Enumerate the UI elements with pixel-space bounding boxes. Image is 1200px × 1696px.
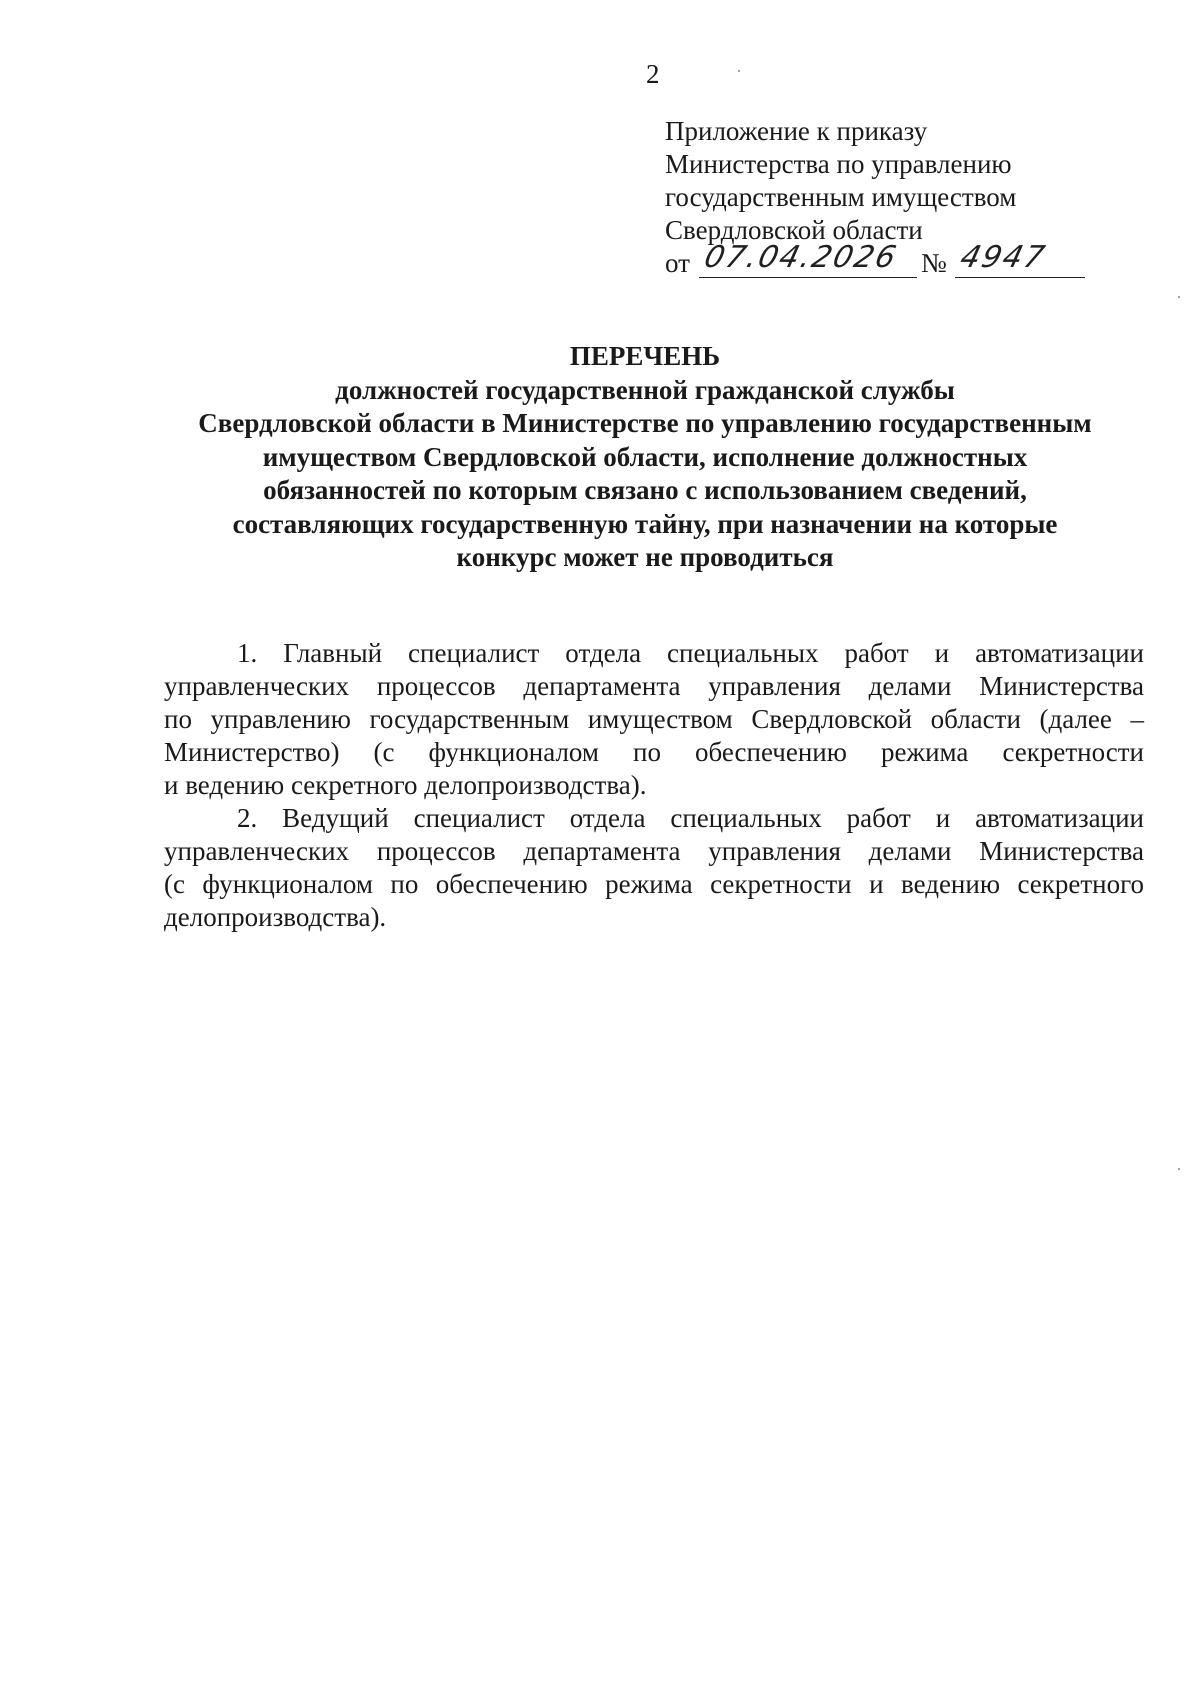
appendix-line: Свердловской области [665, 215, 923, 245]
appendix-line: государственным имуществом [665, 182, 1017, 212]
appendix-line: Приложение к приказу [665, 116, 928, 146]
list-item [164, 637, 1144, 802]
list-item-line: делопроизводства). [164, 902, 387, 932]
date-field [699, 240, 917, 278]
number-field [955, 240, 1085, 278]
appendix-date-number-line [665, 240, 1135, 280]
scan-speck [1178, 1168, 1180, 1170]
list-item-line: управленческих процессов департамента управления делами Министерства [164, 836, 1144, 866]
appendix-line: Министерства по управлению [665, 149, 1012, 179]
positions-list [164, 637, 1144, 934]
title-line: конкурс может не проводиться [456, 542, 834, 572]
list-item [164, 802, 1144, 934]
title-line: должностей государственной гражданской службы [335, 374, 955, 405]
list-item-line: 2. Ведущий специалист отдела специальных работ и автоматизации [237, 803, 1144, 833]
handwritten-number: 4947 [956, 240, 1050, 275]
title-line: обязанностей по которым связано с использованием сведений, [263, 475, 1027, 505]
title-line: составляющих государственную тайну, при назначении на которые [232, 508, 1058, 539]
list-item-line: по управлению государственным имуществом Свердловской области (далее – [164, 704, 1144, 734]
scan-speck [1178, 296, 1180, 298]
list-item-line: и ведению секретного делопроизводства). [164, 770, 647, 800]
title-heading: ПЕРЕЧЕНЬ [569, 341, 721, 371]
list-item-line: Министерство) (с функционалом по обеспечению режима секретности [164, 737, 1144, 767]
title-line: Свердловской области в Министерстве по управлению государственным [198, 408, 1092, 438]
date-prefix: от [665, 248, 690, 278]
page-number: 2 [646, 59, 660, 89]
list-item-line: (с функционалом по обеспечению режима секретности и ведению секретного [164, 869, 1144, 899]
list-item-line: управленческих процессов департамента управления делами Министерства [164, 671, 1144, 701]
list-item-line: 1. Главный специалист отдела специальных работ и автоматизации [237, 638, 1144, 668]
handwritten-date: 07.04.2026 [700, 240, 902, 275]
document-title [120, 340, 1170, 575]
number-prefix: № [921, 248, 947, 278]
scan-speck [738, 70, 740, 72]
appendix-stamp [665, 115, 1135, 280]
title-line: имуществом Свердловской области, исполнение должностных [262, 441, 1028, 472]
